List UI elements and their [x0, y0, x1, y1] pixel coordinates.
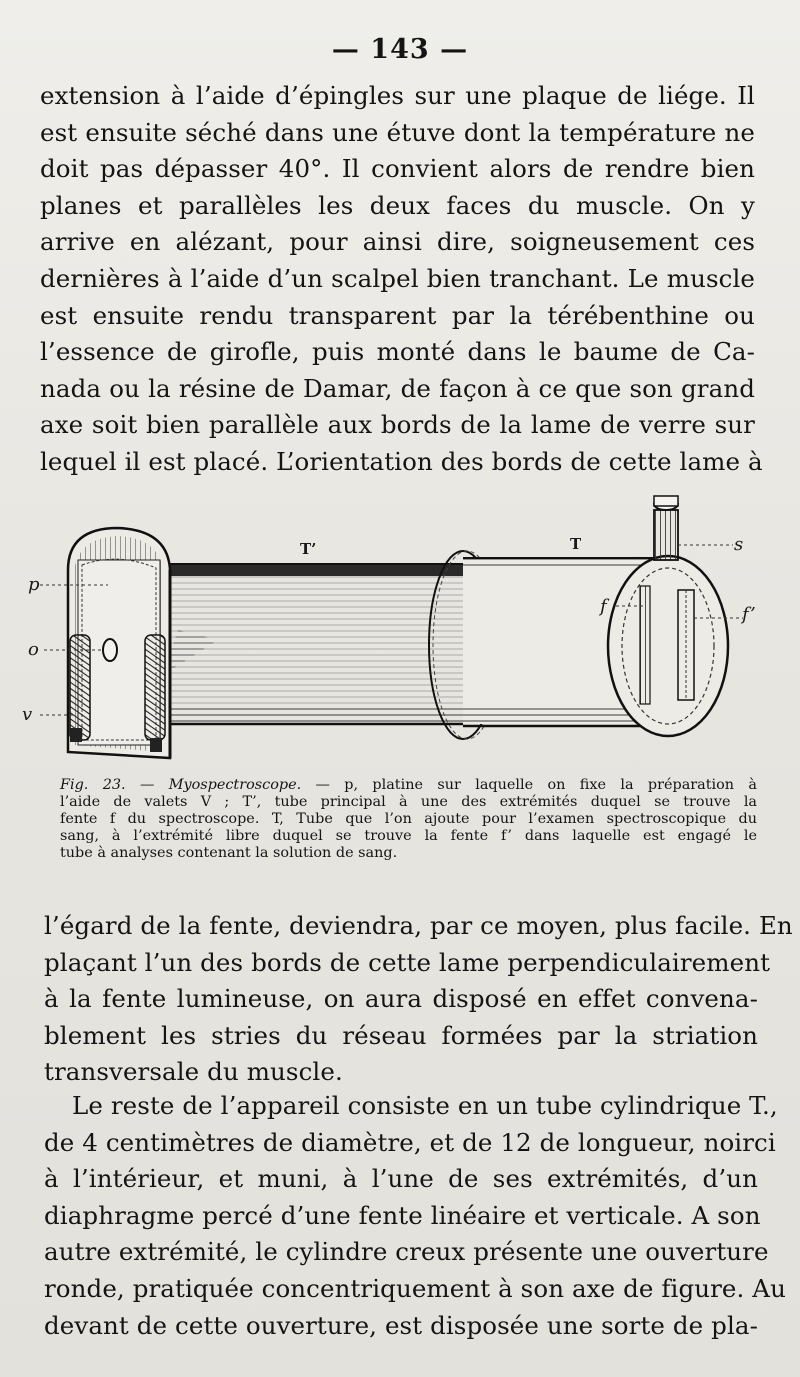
text-line: est ensuite séché dans une étuve dont la température ne: [40, 117, 755, 147]
paragraph-3: [44, 1088, 786, 1344]
caption-line: sang, à l’extrémité libre duquel se trouve la fente f’ dans laquelle est engagé le: [60, 828, 757, 844]
text-line: l’essence de girofle, puis monté dans le baume de Ca-: [40, 337, 755, 367]
label-f: f: [600, 596, 607, 617]
label-s: s: [734, 534, 744, 555]
label-f-prime: f’: [742, 604, 756, 625]
paragraph-1: [40, 78, 763, 481]
figure-caption: [60, 777, 757, 862]
text-line: plaçant l’un des bords de cette lame perpendiculairement: [44, 947, 771, 977]
text-line: autre extrémité, le cylindre creux présente une ouverture: [44, 1237, 769, 1267]
label-p: p: [28, 574, 40, 595]
page-number: — 143 —: [331, 34, 469, 65]
caption-text: — p, platine sur laquelle on fixe la préparation à: [315, 777, 757, 793]
text-line: Le reste de l’appareil consiste en un tube cylindrique T.,: [72, 1091, 778, 1120]
text-line: l’égard de la fente, deviendra, par ce moyen, plus facile. En: [44, 911, 793, 940]
text-line: blement les stries du réseau formées par la striation: [44, 1020, 758, 1050]
blood-tube: [463, 496, 728, 736]
text-line: extension à l’aide d’épingles sur une plaque de liége. Il: [40, 81, 755, 110]
myospectroscope-figure: [18, 490, 788, 768]
caption-line: l’aide de valets V ; T’, tube principal à une des extrémités duquel se trouve la: [60, 794, 757, 810]
text-line: à la fente lumineuse, on aura disposé en effet convena-: [44, 984, 758, 1014]
text-line: ronde, pratiquée concentriquement à son axe de figure. Au: [44, 1273, 786, 1303]
text-line: nada ou la résine de Damar, de façon à ce que son grand: [40, 373, 755, 403]
text-line: à l’intérieur, et muni, à l’une de ses extrémités, d’un: [44, 1164, 758, 1194]
text-line: diaphragme percé d’une fente linéaire et verticale. A son: [44, 1200, 761, 1230]
caption-fig-label: Fig. 23.: [60, 777, 126, 793]
text-line: devant de cette ouverture, est disposée une sorte de pla-: [44, 1310, 758, 1340]
caption-line: fente f du spectroscope. T, Tube que l’on ajoute pour l’examen spectroscopique du: [60, 811, 757, 827]
caption-line: [60, 777, 757, 794]
text-line: arrive en alézant, pour ainsi dire, soigneusement ces: [40, 227, 755, 257]
text-line: lequel il est placé. L’orientation des bords de cette lame à: [40, 446, 763, 476]
caption-line: tube à analyses contenant la solution de sang.: [60, 845, 398, 861]
label-t: T: [570, 535, 582, 553]
text-line: de 4 centimètres de diamètre, et de 12 de longueur, noirci: [44, 1127, 776, 1157]
main-tube: [163, 564, 463, 724]
text-line: planes et parallèles les deux faces du muscle. On y: [40, 190, 755, 220]
paragraph-2: [44, 908, 793, 1091]
text-line: doit pas dépasser 40°. Il convient alors de rendre bien: [40, 154, 755, 184]
label-o: o: [28, 639, 39, 660]
text-line: dernières à l’aide d’un scalpel bien tranchant. Le muscle: [40, 263, 755, 293]
stage-plate: [68, 528, 170, 758]
text-line: axe soit bien parallèle aux bords de la lame de verre sur: [40, 410, 755, 440]
caption-title: — Myospectroscope.: [139, 777, 302, 793]
text-line: transversale du muscle.: [44, 1057, 343, 1087]
label-v: v: [22, 704, 33, 725]
text-line: est ensuite rendu transparent par la térébenthine ou: [40, 300, 755, 330]
label-t-prime: T’: [300, 540, 317, 558]
